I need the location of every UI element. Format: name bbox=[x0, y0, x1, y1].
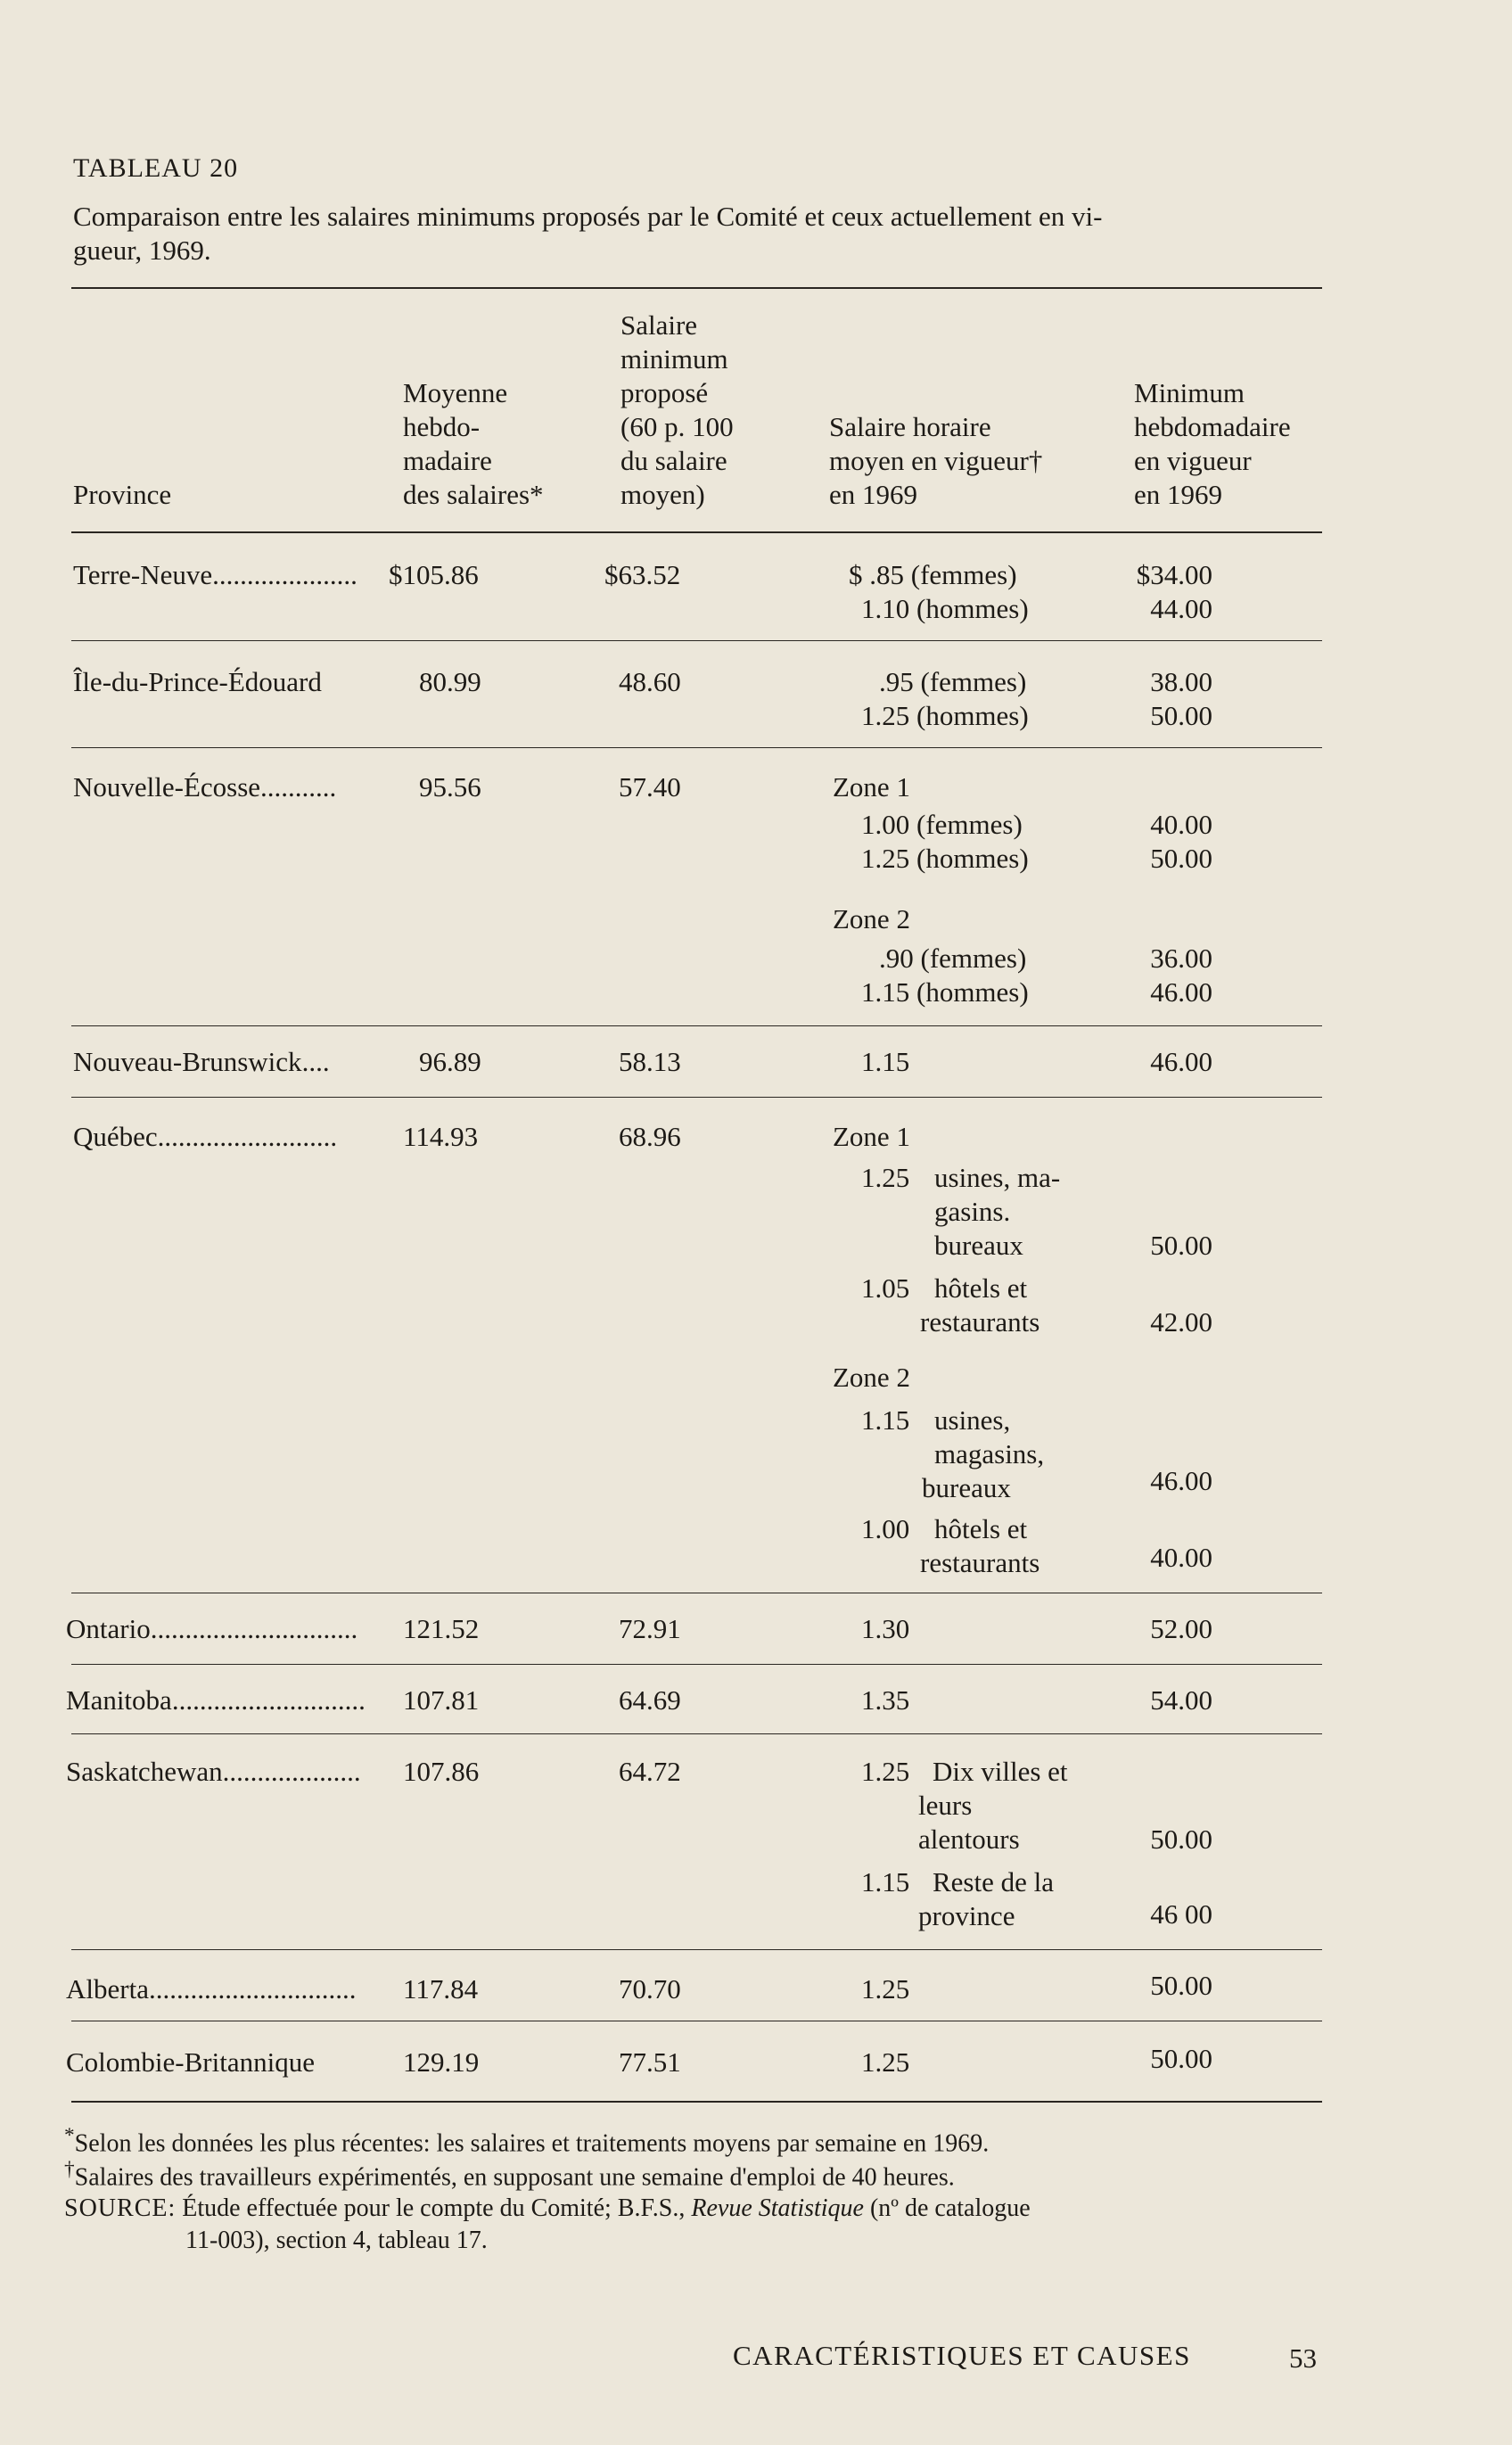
row-hebdo-line2: 50.00 bbox=[1150, 843, 1212, 874]
row-rule bbox=[71, 747, 1322, 748]
row-province: Nouvelle-Écosse........... bbox=[73, 771, 337, 803]
rate-description: gasins. bbox=[934, 1196, 1011, 1227]
rate-description: bureaux bbox=[922, 1472, 1011, 1503]
zone-label: Zone 1 bbox=[833, 771, 910, 803]
header-salaire-line2: minimum bbox=[620, 343, 728, 375]
row-province: Terre-Neuve..................... bbox=[73, 559, 357, 590]
row-moyenne: 96.89 bbox=[419, 1046, 481, 1077]
row-moyenne: 129.19 bbox=[403, 2046, 480, 2078]
row-propose: 68.96 bbox=[619, 1121, 681, 1152]
row-hebdo-line2: 44.00 bbox=[1150, 593, 1212, 624]
row-province: Ontario.............................. bbox=[66, 1613, 358, 1644]
footnote-source-line2: 11-003), section 4, tableau 17. bbox=[185, 2227, 488, 2254]
row-propose: 70.70 bbox=[619, 1973, 681, 2005]
header-hebdo-line3: en vigueur bbox=[1134, 445, 1252, 476]
rate-description: Dix villes et bbox=[933, 1756, 1068, 1787]
rate-description: usines, bbox=[934, 1404, 1011, 1436]
header-moyenne-line2: hebdo- bbox=[403, 411, 481, 442]
rate-description: magasins, bbox=[934, 1438, 1045, 1469]
header-hebdo-line2: hebdomadaire bbox=[1134, 411, 1291, 442]
row-province: Saskatchewan.................... bbox=[66, 1756, 361, 1787]
row-province: Île-du-Prince-Édouard bbox=[73, 666, 322, 697]
row-province: Colombie-Britannique bbox=[66, 2046, 315, 2078]
row-hebdo-line1: 50.00 bbox=[1150, 2043, 1212, 2074]
zone-label: Zone 2 bbox=[833, 903, 910, 934]
table-label: TABLEAU 20 bbox=[73, 153, 239, 183]
row-moyenne: 114.93 bbox=[403, 1121, 479, 1152]
row-horaire-line4: 1.15 (hommes) bbox=[861, 976, 1029, 1008]
row-hebdo-line1: 46.00 bbox=[1150, 1046, 1212, 1077]
row-hebdo-line3: 36.00 bbox=[1150, 943, 1212, 974]
row-horaire-line2: 1.25 (hommes) bbox=[861, 700, 1029, 731]
row-horaire-line3: .90 (femmes) bbox=[879, 943, 1027, 974]
row-moyenne: 117.84 bbox=[403, 1973, 479, 2005]
row-rule bbox=[71, 1949, 1322, 1950]
row-rule bbox=[71, 1664, 1322, 1665]
row-propose: 72.91 bbox=[619, 1613, 681, 1644]
header-horaire-line2: moyen en vigueur† bbox=[829, 445, 1043, 476]
rate-description: usines, ma- bbox=[934, 1162, 1061, 1193]
row-rule bbox=[71, 1025, 1322, 1026]
rate-number: 1.15 bbox=[861, 1404, 910, 1436]
row-hebdo-line1: 54.00 bbox=[1150, 1684, 1212, 1716]
footnote-source: SOURCE: Étude effectuée pour le compte du Comité; B.F.S., Revue Statistique (nº de catalogue bbox=[64, 2194, 1031, 2222]
rate-description: leurs bbox=[918, 1790, 973, 1821]
row-hebdo-line4: 46.00 bbox=[1150, 976, 1212, 1008]
running-footer-title: CARACTÉRISTIQUES ET CAUSES bbox=[733, 2340, 1191, 2371]
rate-number: 1.25 bbox=[861, 1162, 910, 1193]
rate-description: Reste de la bbox=[933, 1866, 1055, 1898]
rate-description: bureaux bbox=[934, 1230, 1023, 1261]
header-hebdo-line1: Minimum bbox=[1134, 377, 1245, 408]
header-salaire-line3: proposé bbox=[620, 377, 709, 408]
rate-description: hôtels et bbox=[934, 1513, 1028, 1544]
rate-description: hôtels et bbox=[934, 1272, 1028, 1304]
row-moyenne: 95.56 bbox=[419, 771, 481, 803]
row-hebdo-line1: $34.00 bbox=[1136, 559, 1212, 590]
row-province: Nouveau-Brunswick.... bbox=[73, 1046, 330, 1077]
row-horaire-line2: 1.25 (hommes) bbox=[861, 843, 1029, 874]
row-hebdo: 46.00 bbox=[1150, 1465, 1212, 1496]
table-caption-line2: gueur, 1969. bbox=[73, 235, 211, 266]
row-horaire-line1: $ .85 (femmes) bbox=[849, 559, 1017, 590]
row-moyenne: 80.99 bbox=[419, 666, 481, 697]
row-horaire-line2: 1.10 (hommes) bbox=[861, 593, 1029, 624]
row-horaire-line1: 1.15 bbox=[861, 1046, 910, 1077]
row-hebdo: 46 00 bbox=[1150, 1898, 1212, 1930]
page-number: 53 bbox=[1289, 2342, 1317, 2374]
rate-description: alentours bbox=[918, 1823, 1020, 1855]
row-propose: 64.72 bbox=[619, 1756, 681, 1787]
table-caption-line1: Comparaison entre les salaires minimums proposés par le Comité et ceux actuellement en vi- bbox=[73, 201, 1103, 232]
row-province: Québec.......................... bbox=[73, 1121, 338, 1152]
row-province: Manitoba............................ bbox=[66, 1684, 366, 1716]
row-rule bbox=[71, 1097, 1322, 1098]
row-hebdo-line1: 50.00 bbox=[1150, 1970, 1212, 2001]
header-salaire-line4: (60 p. 100 bbox=[620, 411, 734, 442]
row-horaire-line1: 1.35 bbox=[861, 1684, 910, 1716]
rate-number: 1.15 bbox=[861, 1866, 910, 1898]
row-propose: 58.13 bbox=[619, 1046, 681, 1077]
row-rule bbox=[71, 640, 1322, 641]
row-propose: 57.40 bbox=[619, 771, 681, 803]
header-hebdo-line4: en 1969 bbox=[1134, 479, 1223, 510]
footnote-dagger: †Salaires des travailleurs expérimentés, en supposant une semaine d'emploi de 40 heures. bbox=[64, 2158, 955, 2192]
footnote-star: *Selon les données les plus récentes: les salaires et traitements moyens par semaine en 1969. bbox=[64, 2124, 990, 2158]
rate-number: 1.25 bbox=[861, 1756, 910, 1787]
rate-description: province bbox=[918, 1900, 1015, 1931]
top-rule bbox=[71, 287, 1322, 289]
row-hebdo: 50.00 bbox=[1150, 1823, 1212, 1855]
row-hebdo-line1: 52.00 bbox=[1150, 1613, 1212, 1644]
rate-number: 1.00 bbox=[861, 1513, 910, 1544]
header-province: Province bbox=[73, 479, 172, 510]
row-hebdo-line1: 40.00 bbox=[1150, 809, 1212, 840]
header-salaire-line6: moyen) bbox=[620, 479, 705, 510]
row-horaire-line1: 1.25 bbox=[861, 2046, 910, 2078]
bottom-rule bbox=[71, 2101, 1322, 2103]
header-moyenne-line4: des salaires* bbox=[403, 479, 544, 510]
header-rule bbox=[71, 531, 1322, 533]
header-moyenne-line1: Moyenne bbox=[403, 377, 508, 408]
row-moyenne: 121.52 bbox=[403, 1613, 480, 1644]
header-moyenne-line3: madaire bbox=[403, 445, 492, 476]
header-salaire-line1: Salaire bbox=[620, 309, 698, 341]
row-hebdo-line1: 38.00 bbox=[1150, 666, 1212, 697]
row-moyenne: $105.86 bbox=[389, 559, 479, 590]
row-moyenne: 107.86 bbox=[403, 1756, 480, 1787]
zone-label: Zone 1 bbox=[833, 1121, 910, 1152]
header-salaire-line5: du salaire bbox=[620, 445, 727, 476]
row-horaire-line1: .95 (femmes) bbox=[879, 666, 1027, 697]
rate-description: restaurants bbox=[920, 1306, 1040, 1338]
row-hebdo: 42.00 bbox=[1150, 1306, 1212, 1338]
row-horaire-line1: 1.00 (femmes) bbox=[861, 809, 1023, 840]
row-propose: 48.60 bbox=[619, 666, 681, 697]
zone-label: Zone 2 bbox=[833, 1362, 910, 1393]
header-horaire-line3: en 1969 bbox=[829, 479, 918, 510]
row-rule bbox=[71, 1733, 1322, 1734]
row-moyenne: 107.81 bbox=[403, 1684, 480, 1716]
row-hebdo: 50.00 bbox=[1150, 1230, 1212, 1261]
rate-description: restaurants bbox=[920, 1547, 1040, 1578]
header-horaire-line1: Salaire horaire bbox=[829, 411, 991, 442]
rate-number: 1.05 bbox=[861, 1272, 910, 1304]
row-horaire-line1: 1.30 bbox=[861, 1613, 910, 1644]
row-hebdo: 40.00 bbox=[1150, 1542, 1212, 1573]
row-province: Alberta.............................. bbox=[66, 1973, 357, 2005]
row-hebdo-line2: 50.00 bbox=[1150, 700, 1212, 731]
row-propose: 64.69 bbox=[619, 1684, 681, 1716]
row-propose: $63.52 bbox=[604, 559, 681, 590]
row-propose: 77.51 bbox=[619, 2046, 681, 2078]
row-horaire-line1: 1.25 bbox=[861, 1973, 910, 2005]
